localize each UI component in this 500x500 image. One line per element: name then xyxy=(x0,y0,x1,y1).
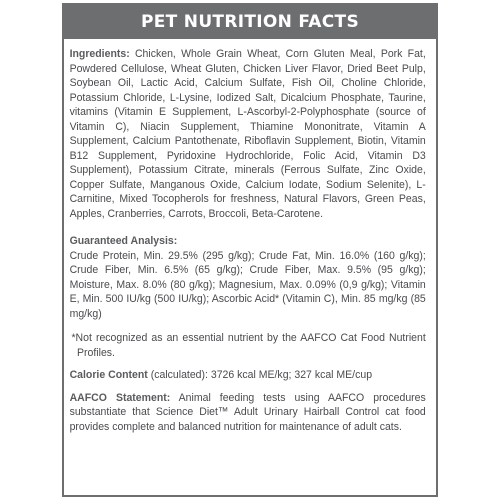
guaranteed-analysis-label: Guaranteed Analysis: xyxy=(69,235,178,247)
footnote: *Not recognized as an essential nutrient by the AAFCO Cat Food Nutrient Profiles. xyxy=(71,332,426,359)
nutrition-facts-panel xyxy=(62,3,438,497)
aafco-statement-section xyxy=(70,391,426,435)
calorie-content-text: (calculated): 3726 kcal ME/kg; 327 kcal ME/cup xyxy=(147,369,373,381)
aafco-statement-text: Animal feeding tests using AAFCO procedures substantiate that Science Diet™ Adult Urinary Hairball Control cat food provides complete and balanced nutrition for maintenance of adult cats. xyxy=(69,391,426,433)
guaranteed-analysis-text: Crude Protein, Min. 29.5% (295 g/kg); Crude Fat, Min. 16.0% (160 g/kg); Crude Fiber, Min. 6.5% (65 g/kg); Crude Fiber, Max. 9.5% (95 g/kg); Moisture, Max. 8.0% (80 g/kg); Magnesium, Max. 0.09% (0,9 g/kg); Vitamin E, Min. 500 IU/kg (500 IU/kg); Ascorbic Acid* (Vitamin C), Min. 85 mg/kg (85 mg/kg) xyxy=(69,249,426,320)
panel-body xyxy=(64,39,430,434)
calorie-content-section xyxy=(70,368,426,383)
calorie-content-label: Calorie Content xyxy=(69,369,148,381)
aafco-statement-label: AAFCO Statement: xyxy=(69,391,171,404)
ingredients-text: Chicken, Whole Grain Wheat, Corn Gluten Meal, Pork Fat, Powdered Cellulose, Wheat Gluten, Chicken Liver Flavor, Dried Beet Pulp, Soybean Oil, Lactic Acid, Calcium Sulfate, Fish Oil, Choline Chloride, Potassium Chloride, L-Lysine, Iodized Salt, Dicalcium Phosphate, Taurine, vitamins (Vitamin E Supplement, L-Ascorbyl-2-Polyphosphate (source of Vitamin C), Niacin Supplement, Thiamine Mononitrate, Vitamin A Supplement, Calcium Pantothenate, Riboflavin Supplement, Biotin, Vitamin B12 Supplement, Pyridoxine Hydrochloride, Folic Acid, Vitamin D3 Supplement), Potassium Citrate, minerals (Ferrous Sulfate, Zinc Oxide, Copper Sulfate, Manganous Oxide, Calcium Iodate, Sodium Selenite), L-Carnitine, Mixed Tocopherols for freshness, Natural Flavors, Green Peas, Apples, Cranberries, Carrots, Broccoli, Beta-Carotene. xyxy=(69,48,426,220)
ingredients-section xyxy=(70,47,426,221)
panel-title: PET NUTRITION FACTS xyxy=(64,5,436,39)
ingredients-label: Ingredients: xyxy=(69,48,130,60)
